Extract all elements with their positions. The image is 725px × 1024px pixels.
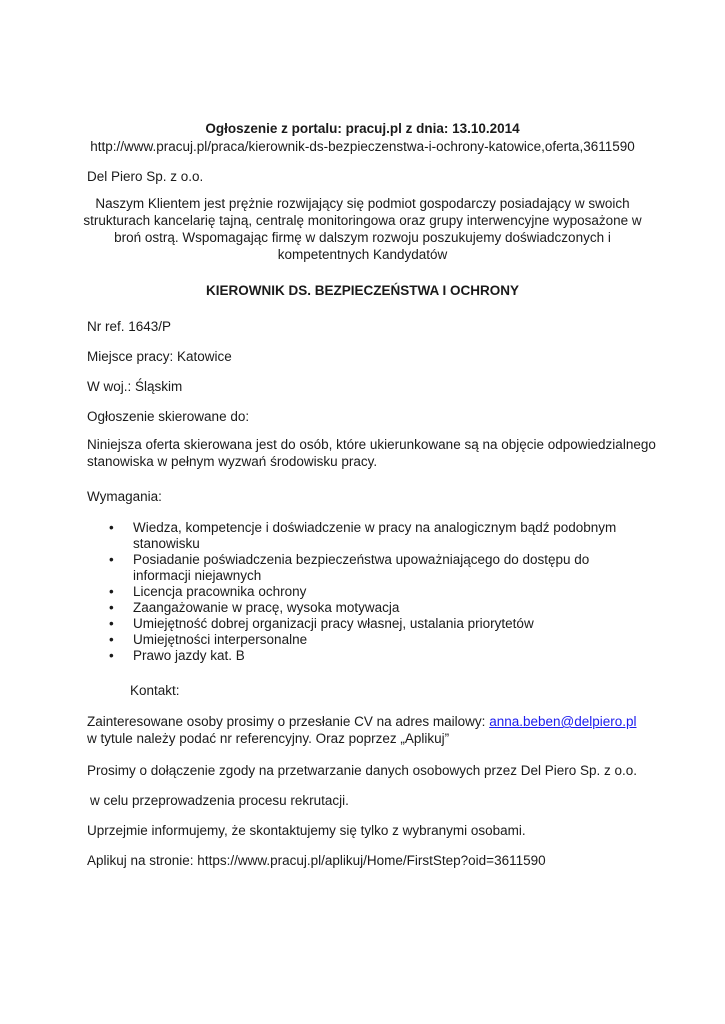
list-item: [105, 520, 645, 552]
requirements-list: [105, 520, 645, 664]
bullet-icon: •: [109, 520, 114, 535]
list-item: [105, 648, 645, 664]
list-item: [105, 552, 645, 584]
company-name: Del Piero Sp. z o.o.: [87, 169, 204, 184]
requirements-label: Wymagania:: [87, 489, 162, 504]
requirement-text: Zaangażowanie w pracę, wysoka motywacja: [133, 600, 400, 615]
requirement-text: Posiadanie poświadczenia bezpieczeństwa upoważniającego do dostępu do informacji niejawnych: [133, 552, 590, 583]
source-url: http://www.pracuj.pl/praca/kierownik-ds-bezpieczenstwa-i-ochrony-katowice,oferta,3611590: [90, 139, 635, 154]
reference-number: Nr ref. 1643/P: [87, 319, 172, 334]
requirement-text: Umiejętności interpersonalne: [133, 632, 308, 647]
work-location: Miejsce pracy: Katowice: [87, 349, 232, 364]
bullet-icon: •: [109, 648, 114, 663]
consent-purpose: w celu przeprowadzenia procesu rekrutacji.: [90, 793, 349, 808]
contact-label: Kontakt:: [130, 683, 180, 698]
directed-to-label: Ogłoszenie skierowane do:: [87, 409, 250, 424]
intro-paragraph: Naszym Klientem jest prężnie rozwijający się podmiot gospodarczy posiadający w swoich strukturach kancelarię tajną, centralę monitoringowa oraz grupy interwencyjne wyposażone w broń ostrą. Wspomagając firmę w dalszym rozwoju poszukujemy doświadczonych i kompetentnych Kandydatów: [83, 196, 642, 262]
requirement-text: Wiedza, kompetencje i doświadczenie w pracy na analogicznym bądź podobnym stanowisku: [133, 520, 617, 551]
requirement-text: Umiejętność dobrej organizacji pracy własnej, ustalania priorytetów: [133, 616, 534, 631]
contact-after: w tytule należy podać nr referencyjny. Oraz poprzez „Aplikuj”: [87, 731, 450, 746]
list-item: [105, 632, 645, 648]
contact-intro: Zainteresowane osoby prosimy o przesłanie CV na adres mailowy:: [87, 714, 490, 729]
info-note: Uprzejmie informujemy, że skontaktujemy się tylko z wybranymi osobami.: [87, 823, 526, 838]
bullet-icon: •: [109, 632, 114, 647]
bullet-icon: •: [109, 584, 114, 599]
requirement-text: Licencja pracownika ochrony: [133, 584, 307, 599]
requirement-text: Prawo jazdy kat. B: [133, 648, 245, 663]
header-title: Ogłoszenie z portalu: pracuj.pl z dnia: 13.10.2014: [205, 121, 520, 136]
consent-line: Prosimy o dołączenie zgody na przetwarzanie danych osobowych przez Del Piero Sp. z o.o.: [87, 763, 638, 778]
bullet-icon: •: [109, 616, 114, 631]
job-title: KIEROWNIK DS. BEZPIECZEŃSTWA I OCHRONY: [205, 283, 519, 298]
list-item: [105, 600, 645, 616]
apply-url: Aplikuj na stronie: https://www.pracuj.pl/aplikuj/Home/FirstStep?oid=3611590: [87, 853, 546, 868]
list-item: [105, 584, 645, 600]
list-item: [105, 616, 645, 632]
bullet-icon: •: [109, 600, 114, 615]
offer-description: Niniejsza oferta skierowana jest do osób, które ukierunkowane są na objęcie odpowiedzialnego stanowiska w pełnym wyzwań środowisku pracy.: [87, 437, 656, 469]
email-link[interactable]: anna.beben@delpiero.pl: [489, 714, 637, 729]
contact-paragraph: [87, 713, 657, 747]
region: W woj.: Śląskim: [87, 379, 183, 394]
bullet-icon: •: [109, 552, 114, 567]
